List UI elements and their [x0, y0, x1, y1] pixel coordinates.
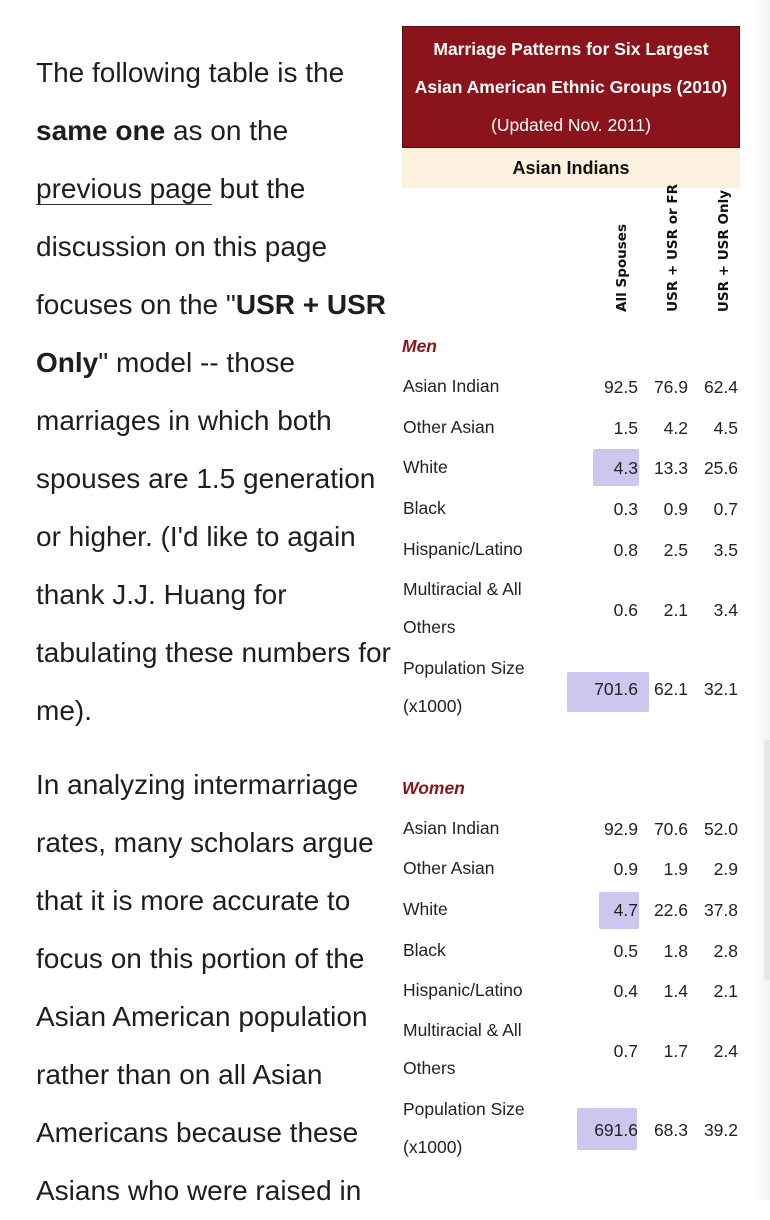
cell-all-spouses: 92.9: [603, 819, 638, 839]
row-label: Hispanic/Latino: [403, 980, 523, 1000]
cell-all-spouses: 1.5: [613, 418, 638, 438]
cell-usr-only: 0.7: [713, 499, 738, 519]
cell-all-spouses: 0.9: [613, 859, 638, 879]
marriage-table: [402, 26, 740, 338]
table-row: [402, 448, 740, 488]
cell-all-spouses: 0.8: [613, 540, 638, 560]
cell-usr-only: 32.1: [703, 679, 738, 699]
col-header-usr-or-fr: USR + USR or FR: [665, 184, 681, 312]
cell-usr-or-fr: 2.5: [663, 540, 688, 560]
cell-usr-or-fr: 62.1: [653, 679, 688, 699]
cell-usr-only: 3.4: [713, 600, 738, 620]
row-label: Other Asian: [403, 417, 495, 437]
cell-usr-only: 3.5: [713, 540, 738, 560]
row-label: Black: [403, 940, 446, 960]
table-updated: (Updated Nov. 2011): [491, 115, 651, 135]
table-row: [402, 1090, 740, 1170]
table-row: [402, 809, 740, 849]
cell-usr-or-fr: 2.1: [663, 600, 688, 620]
cell-all-spouses: 0.4: [613, 981, 638, 1001]
cell-usr-or-fr: 4.2: [663, 418, 688, 438]
paragraph-2: In analyzing intermarriage rates, many scholars argue that it is more accurate to focus on this portion of the Asian American population rather than on all Asian Americans because these Asians who were raised in: [36, 769, 374, 1206]
row-label: White: [403, 457, 448, 477]
cell-usr-only: 4.5: [713, 418, 738, 438]
table-title-line1: Marriage Patterns for Six Largest: [433, 39, 709, 59]
page-edge-shadow: [750, 0, 770, 1200]
row-label: Asian Indian: [403, 818, 500, 838]
scroll-handle[interactable]: [764, 740, 770, 980]
row-label: Multiracial & All Others: [403, 1020, 522, 1078]
cell-usr-or-fr: 70.6: [653, 819, 688, 839]
table-row: [402, 890, 740, 930]
table-row: [402, 849, 740, 889]
cell-usr-or-fr: 0.9: [663, 499, 688, 519]
row-label: Other Asian: [403, 858, 495, 878]
table-row: [402, 971, 740, 1011]
cell-all-spouses: 92.5: [603, 377, 638, 397]
row-label: Multiracial & All Others: [403, 579, 522, 637]
section-label-women: Women: [402, 778, 465, 798]
cell-usr-only: 37.8: [703, 900, 738, 920]
table-row: [402, 489, 740, 529]
col-header-usr-only: USR + USR Only: [716, 189, 732, 312]
cell-usr-only: 2.4: [713, 1041, 738, 1061]
text-run: as on the: [165, 115, 289, 146]
cell-usr-only: 39.2: [703, 1120, 738, 1140]
text-run: but the discussion on this page focuses on the ": [36, 173, 328, 320]
col-header-all-spouses: All Spouses: [614, 224, 630, 312]
cell-usr-or-fr: 1.7: [663, 1041, 688, 1061]
table-row: [402, 530, 740, 570]
text-run: " model -- those marriages in which both spouses are 1.5 generation or higher. (I'd like to again thank J.J. Huang for tabulating these numbers for me).: [36, 347, 391, 726]
row-label: Asian Indian: [403, 376, 500, 396]
cell-all-spouses: 4.7: [613, 900, 638, 920]
row-label: Population Size (x1000): [403, 658, 525, 716]
cell-usr-or-fr: 1.9: [663, 859, 688, 879]
cell-all-spouses: 4.3: [613, 458, 638, 478]
cell-usr-only: 25.6: [703, 458, 738, 478]
row-label: Black: [403, 498, 446, 518]
section-label-men: Men: [402, 336, 437, 356]
cell-usr-or-fr: 1.4: [663, 981, 688, 1001]
paragraph-1: [36, 44, 396, 740]
previous-page-link[interactable]: previous page: [36, 173, 212, 204]
table-title-line2: Asian American Ethnic Groups (2010): [414, 77, 728, 97]
cell-usr-only: 2.9: [713, 859, 738, 879]
cell-all-spouses: 701.6: [594, 679, 638, 699]
table-row: [402, 931, 740, 971]
table-row: [402, 570, 740, 650]
cell-usr-or-fr: 22.6: [653, 900, 688, 920]
cell-usr-or-fr: 68.3: [653, 1120, 688, 1140]
cell-usr-or-fr: 76.9: [653, 377, 688, 397]
cell-usr-only: 62.4: [703, 377, 738, 397]
cell-all-spouses: 0.5: [613, 941, 638, 961]
table-row: [402, 1011, 740, 1091]
text-run: The following table is the: [36, 57, 345, 88]
cell-all-spouses: 0.3: [613, 499, 638, 519]
column-headers: [402, 184, 740, 338]
group-header: Asian Indians: [402, 148, 740, 188]
cell-all-spouses: 691.6: [594, 1120, 638, 1140]
row-label: Hispanic/Latino: [403, 539, 523, 559]
bold-text: same one: [36, 115, 166, 146]
cell-usr-only: 2.1: [713, 981, 738, 1001]
cell-usr-or-fr: 13.3: [653, 458, 688, 478]
row-label: White: [403, 899, 448, 919]
table-row: [402, 649, 740, 729]
cell-all-spouses: 0.6: [613, 600, 638, 620]
cell-usr-only: 52.0: [703, 819, 738, 839]
table-row: [402, 367, 740, 407]
cell-usr-or-fr: 1.8: [663, 941, 688, 961]
bold-text: USR + USR Only: [36, 289, 386, 378]
cell-all-spouses: 0.7: [613, 1041, 638, 1061]
table-row: [402, 408, 740, 448]
article-text: [36, 44, 396, 1220]
cell-usr-only: 2.8: [713, 941, 738, 961]
row-label: Population Size (x1000): [403, 1099, 525, 1157]
table-title-box: [402, 26, 740, 148]
